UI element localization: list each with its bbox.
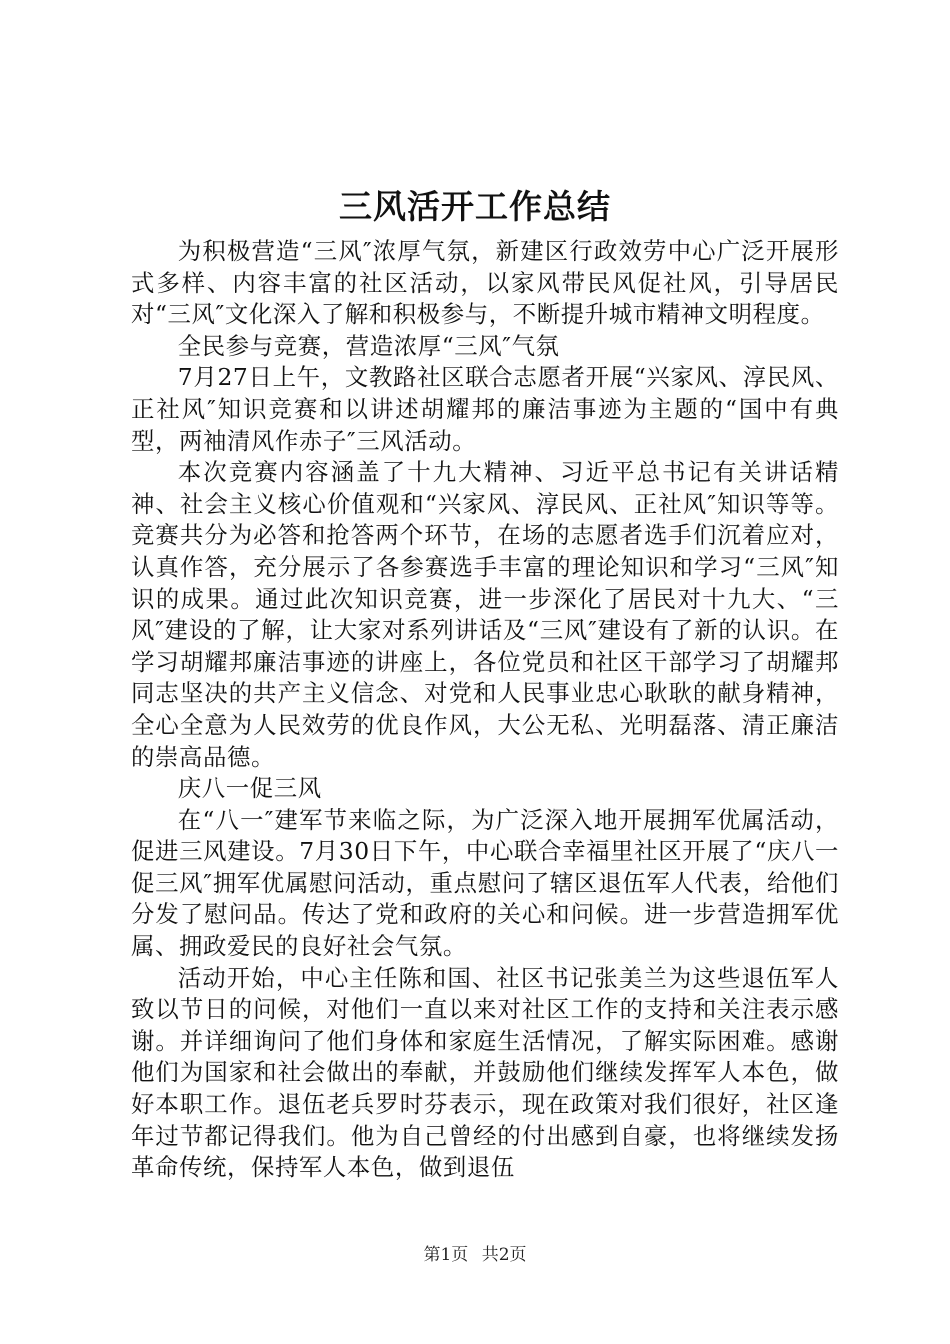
paragraph-bayi-event: 在“八一″建军节来临之际，为广泛深入地开展拥军优属活动，促进三风建设。7月30日下午，中心联合幸福里社区开展了“庆八一促三风″拥军优属慰问活动，重点慰问了辖区退伍军人代表，给他们分发了慰问品。传达了党和政府的关心和问候。进一步营造拥军优属、拥政爱民的良好社会气氛。 <box>131 805 839 961</box>
page-footer <box>0 1244 950 1266</box>
paragraph-bayi-activity: 活动开始，中心主任陈和国、社区书记张美兰为这些退伍军人致以节日的问候，对他们一直以来对社区工作的支持和关注表示感谢。并详细询问了他们身体和家庭生活情况，了解实际困难。感谢他们为国家和社会做出的奉献，并鼓励他们继续发挥军人本色，做好本职工作。退伍老兵罗时芬表示，现在政策对我们很好，社区逢年过节都记得我们。他为自己曾经的付出感到自豪，也将继续发扬革命传统，保持军人本色，做到退伍 <box>131 963 839 1182</box>
section-heading-bayi: 庆八一促三风 <box>177 774 322 803</box>
page-total: 共2页 <box>481 1245 527 1265</box>
document-body <box>131 236 839 1184</box>
paragraph-competition-content: 本次竞赛内容涵盖了十九大精神、习近平总书记有关讲话精神、社会主义核心价值观和“兴家风、淳民风、正社风″知识等等。竞赛共分为必答和抢答两个环节，在场的志愿者选手们沉着应对，认真作答，充分展示了各参赛选手丰富的理论知识和学习“三风″知识的成果。通过此次知识竞赛，进一步深化了居民对十九大、“三风″建设的了解，让大家对系列讲话及“三风″建设有了新的认识。在学习胡耀邦廉洁事迹的讲座上，各位党员和社区干部学习了胡耀邦同志坚决的共产主义信念、对党和人民事业忠心耿耿的献身精神，全心全意为人民效劳的优良作风，大公无私、光明磊落、清正廉洁的崇高品德。 <box>131 458 839 771</box>
paragraph-competition-event: 7月27日上午，文教路社区联合志愿者开展“兴家风、淳民风、正社风″知识竞赛和以讲述胡耀邦的廉洁事迹为主题的“国中有典型，两袖清风作赤子″三风活动。 <box>131 363 839 455</box>
paragraph-intro: 为积极营造“三风″浓厚气氛，新建区行政效劳中心广泛开展形式多样、内容丰富的社区活动，以家风带民风促社风，引导居民对“三风″文化深入了解和积极参与，不断提升城市精神文明程度。 <box>131 237 839 329</box>
page-number: 第1页 <box>423 1245 469 1265</box>
document-title: 三风活开工作总结 <box>339 187 611 226</box>
section-heading-competition: 全民参与竞赛，营造浓厚“三风″气氛 <box>177 331 560 360</box>
